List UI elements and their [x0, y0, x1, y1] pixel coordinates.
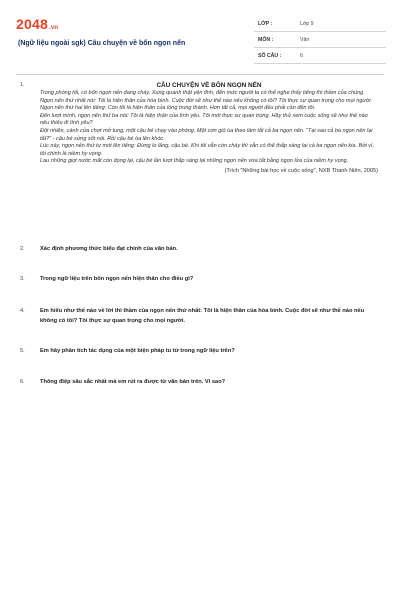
question-text: Xác định phương thức biểu đạt chính của văn bản.: [40, 246, 178, 252]
passage-line: Lau những giọt nước mắt còn đọng lại, cậu bé lần lượt thắp sáng lại những ngọn nến vừa tắt bằng ngọn lửa của niềm hy vọng.: [40, 158, 349, 165]
question-text: Thông điệp sâu sắc nhất mà em rút ra được từ văn bản trên. Vì sao?: [40, 379, 226, 385]
question-number: 5.: [20, 348, 25, 354]
header-divider: [16, 74, 384, 75]
meta-value: Văn: [300, 37, 310, 43]
question-number: 3.: [20, 276, 25, 282]
passage-source: (Trích "Những bài học về cuộc sống", NXB Thanh Niên, 2005): [224, 167, 378, 174]
meta-key: MÔN :: [258, 37, 274, 43]
document-title: (Ngữ liệu ngoài sgk) Câu chuyện về bốn ngọn nến: [18, 40, 186, 47]
question-text: Trong ngữ liệu trên bốn ngọn nến hiện thân cho điều gì?: [40, 276, 194, 282]
meta-row-count: [254, 48, 386, 64]
meta-value: 6: [300, 53, 303, 59]
passage-title: CÂU CHUYỆN VỀ BỐN NGỌN NẾN: [156, 82, 262, 89]
question-number: 6.: [20, 379, 25, 385]
passage-line: Ngọn nến thứ nhất nói: Tôi là hiện thân của hòa bình. Cuộc đời sẽ như thế nào nếu không có tôi? Tôi thực sự quan trọng cho mọi người.: [40, 97, 372, 104]
question-text: Em hiểu như thế nào về lời thì thầm của ngọn nến thứ nhất: Tôi là hiện thân của hòa bình. Cuộc đời sẽ như thế nào nếu không có tôi? Tôi thực sự quan trọng cho mọi người.: [40, 308, 365, 324]
meta-row-subject: [254, 32, 386, 48]
passage-line: Trong phòng tối, có bốn ngọn nến đang cháy. Xung quanh thật yên tĩnh, đến mức người ta có thể nghe thấy tiếng thì thầm của chúng.: [40, 90, 365, 96]
passage-line: Đến lượt mình, ngọn nến thứ ba nói: Tôi là hiện thân của tình yêu. Tôi mới thực sự quan trọng. Hãy thử xem cuộc sống sẽ như thế nào nếu thiếu đi tình yêu?: [40, 112, 368, 127]
passage-line: Đột nhiên, cánh cửa chợt mở tung, một cậu bé chạy vào phòng. Một cơn gió ùa theo làm tắt cả ba ngọn nến. "Tại sao cả ba ngọn nến lại tắt?" - cậu bé sửng sốt nói. Rồi cậu bé òa lên khóc.: [40, 127, 373, 142]
meta-value: Lớp 9: [300, 21, 314, 27]
logo[interactable]: [16, 16, 58, 32]
question-number: 1.: [20, 82, 25, 88]
meta-row-class: [254, 16, 386, 32]
meta-key: LỚP :: [258, 21, 273, 27]
header: [16, 12, 386, 70]
passage-line: Ngọn nến thứ hai lên tiếng: Còn tôi là hiện thân của lòng trung thành. Hơn tất cả, mọi người đều phải cần đến tôi.: [40, 105, 316, 112]
question-number: 2.: [20, 246, 25, 252]
question-number: 4.: [20, 308, 25, 314]
passage: [40, 82, 378, 174]
question-text: Em hãy phân tích tác dụng của một biện pháp tu từ trong ngữ liệu trên?: [40, 348, 235, 354]
logo-text: 2048: [16, 16, 48, 32]
passage-line: Lúc này, ngọn nến thứ tư mới lên tiếng: Đừng lo lắng, cậu bé. Khi tôi vẫn còn cháy thì vẫn có thể thắp sáng lại cả ba ngọn nến kia. Bởi vì, tôi chính là niềm hy vọng.: [40, 143, 375, 157]
logo-suffix: .vn: [48, 25, 59, 31]
meta-key: SỐ CÂU :: [258, 53, 282, 59]
meta-table: [254, 16, 386, 64]
